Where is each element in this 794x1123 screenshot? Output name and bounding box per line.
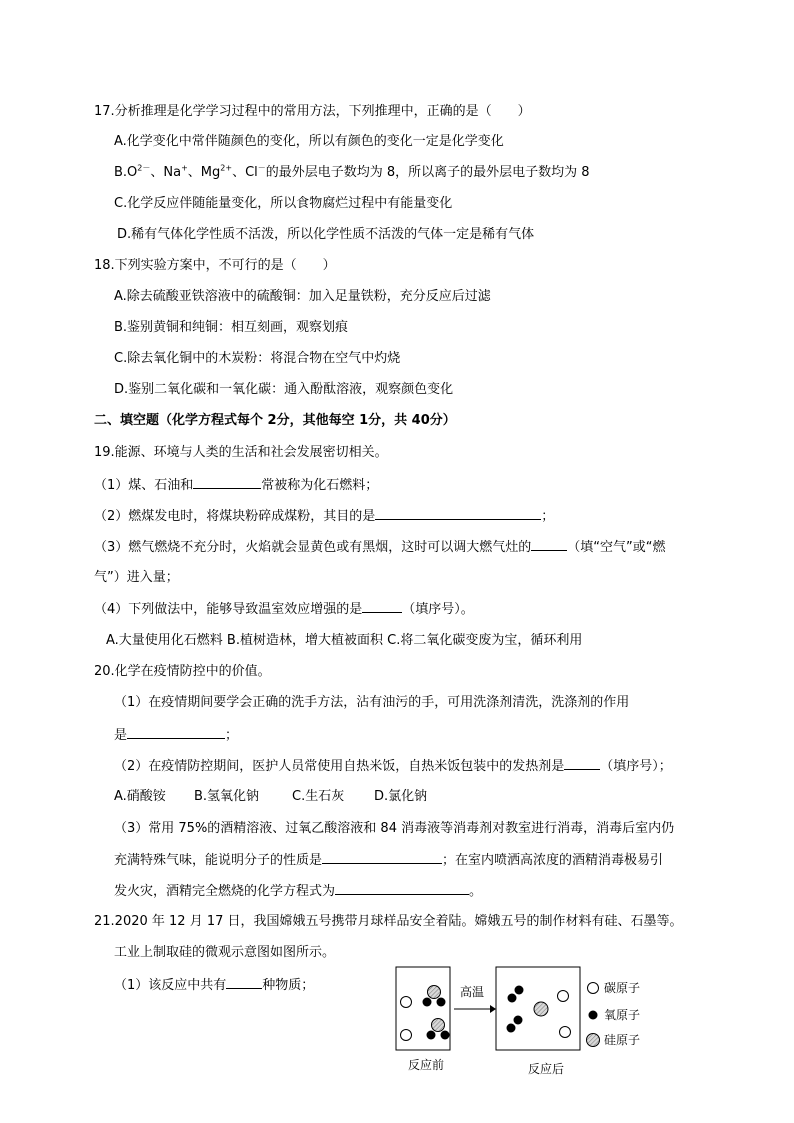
- q20-p3-l3-post: 。: [469, 884, 483, 899]
- q18-stem: 18.下列实验方案中，不可行的是（ ）: [94, 258, 336, 273]
- q20-part2: [114, 757, 672, 776]
- q18-option-b: B.鉴别黄铜和纯铜：相互刻画，观察划痕: [114, 320, 349, 335]
- q19-part3-line2: 气”）进入量；: [94, 570, 179, 585]
- q17-option-a: A.化学变化中常伴随颜色的变化，所以有颜色的变化一定是化学变化: [114, 134, 504, 149]
- q19-p2-post: ；: [541, 509, 555, 524]
- q19-part4: [94, 600, 474, 619]
- q20-p3-l2-post: ；在室内喷洒高浓度的酒精消毒极易引: [442, 853, 664, 868]
- q20-option-b: B.氢氧化钠: [194, 789, 260, 804]
- q17-b-pre: B.O: [114, 165, 138, 180]
- after-box: [496, 967, 580, 1050]
- q17-b-mid2: 、Mg: [187, 165, 221, 180]
- q20-part3-line2: [114, 851, 663, 870]
- q19-part1: [94, 476, 378, 495]
- q17-b-ion4: －: [257, 163, 266, 173]
- reaction-arrow: [454, 984, 496, 1013]
- q17-b-mid1: 、Na: [150, 165, 182, 180]
- q17-b-ion3: 2+: [220, 163, 233, 173]
- q19-p2-pre: （2）燃煤发电时，将煤块粉碎成煤粉，其目的是: [94, 509, 376, 524]
- q20-stem: 20.化学在疫情防控中的价值。: [94, 664, 271, 679]
- q19-p3-post: （填“空气”或“燃: [567, 540, 666, 555]
- legend-carbon-symbol: [588, 983, 599, 994]
- q19-p3-pre: （3）燃气燃烧不充分时，火焰就会显黄色或有黑烟，这时可以调大燃气灶的: [94, 540, 532, 555]
- q17-b-post: 的最外层电子数均为 8，所以离子的最外层电子数均为 8: [265, 165, 590, 180]
- q19-blank-2[interactable]: [375, 507, 541, 520]
- q20-option-d: D.氯化钠: [374, 789, 428, 804]
- q20-part3: （3）常用 75%的酒精溶液、过氧乙酸溶液和 84 消毒液等消毒剂对教室进行消毒，消毒后室内仍: [114, 821, 675, 836]
- q21-stem-line2: 工业上制取硅的微观示意图如图所示。: [114, 945, 336, 960]
- q17-b-ion1: 2－: [137, 163, 151, 173]
- q17-option-c: C.化学反应伴随能量变化，所以食物腐烂过程中有能量变化: [114, 196, 453, 211]
- q20-p2-pre: （2）在疫情防控期间，医护人员常使用自热米饭，自热米饭包装中的发热剂是: [114, 759, 565, 774]
- q17-option-b: [114, 164, 590, 182]
- q20-p1-pre2: 是: [114, 728, 128, 743]
- q20-p3-l3-pre: 发火灾，酒精完全燃烧的化学方程式为: [114, 884, 336, 899]
- q17-b-mid3: 、Cl: [232, 165, 258, 180]
- q20-part1-line2: [114, 726, 238, 745]
- legend-carbon-label: 碳原子: [604, 981, 641, 995]
- q21-p1-post: 种物质；: [262, 978, 315, 993]
- q19-blank-4[interactable]: [362, 600, 402, 613]
- q19-part2: [94, 507, 554, 526]
- reaction-diagram: [390, 965, 680, 1080]
- q21-part1: [114, 976, 314, 995]
- q18-option-d: D.鉴别二氧化碳和一氧化碳：通入酚酞溶液，观察颜色变化: [114, 382, 454, 397]
- q20-blank-1[interactable]: [127, 726, 225, 739]
- q19-p4-pre: （4）下列做法中，能够导致温室效应增强的是: [94, 602, 363, 617]
- q20-p2-post: （填序号）；: [600, 759, 672, 774]
- q19-blank-1[interactable]: [193, 476, 261, 489]
- legend-oxygen-label: 氧原子: [604, 1008, 641, 1022]
- q20-option-c: C.生石灰: [292, 789, 345, 804]
- q20-p3-l2-pre: 充满特殊气味，能说明分子的性质是: [114, 853, 323, 868]
- q19-part3: [94, 538, 666, 557]
- q19-p1-pre: （1）煤、石油和: [94, 478, 194, 493]
- q20-p1-post2: ；: [225, 728, 239, 743]
- after-label: 反应后: [527, 1062, 565, 1076]
- q20-part1: （1）在疫情期间要学会正确的洗手方法，沾有油污的手，可用洗涤剂清洗，洗涤剂的作用: [114, 695, 630, 710]
- q21-blank-1[interactable]: [226, 976, 262, 989]
- section-title: 二、填空题（化学方程式每个 2分，其他每空 1分，共 40分）: [94, 413, 456, 428]
- q21-stem: 21.2020 年 12 月 17 日，我国嫦娥五号携带月球样品安全着陆。嫦娥五号的制作材料有硅、石墨等。: [94, 914, 683, 929]
- q20-blank-4[interactable]: [335, 882, 469, 895]
- before-label: 反应前: [407, 1058, 445, 1072]
- q17-option-d: D.稀有气体化学性质不活泼，所以化学性质不活泼的气体一定是稀有气体: [117, 227, 535, 242]
- legend-silicon-label: 硅原子: [604, 1033, 641, 1047]
- q19-blank-3[interactable]: [531, 538, 567, 551]
- q18-option-c: C.除去氧化铜中的木炭粉：将混合物在空气中灼烧: [114, 351, 401, 366]
- legend-oxygen-symbol: [589, 1011, 598, 1020]
- q20-part3-line3: [114, 882, 482, 901]
- q19-stem: 19.能源、环境与人类的生活和社会发展密切相关。: [94, 445, 388, 460]
- q17-stem: 17.分析推理是化学学习过程中的常用方法，下列推理中，正确的是（ ）: [94, 104, 531, 119]
- q21-p1-pre: （1）该反应中共有: [114, 978, 227, 993]
- q19-options: A.大量使用化石燃料 B.植树造林，增大植被面积 C.将二氧化碳变废为宝，循环利用: [106, 633, 583, 648]
- q18-option-a: A.除去硫酸亚铁溶液中的硫酸铜：加入足量铁粉，充分反应后过滤: [114, 289, 491, 304]
- q19-p4-post: （填序号）。: [402, 602, 474, 617]
- legend: [587, 980, 641, 1047]
- legend-silicon-symbol: [587, 1034, 600, 1047]
- q17-b-ion2: +: [181, 163, 188, 173]
- before-box: [396, 967, 450, 1050]
- q20-blank-2[interactable]: [564, 757, 600, 770]
- q19-p1-post: 常被称为化石燃料；: [261, 478, 379, 493]
- q20-options: [114, 788, 427, 806]
- q20-blank-3[interactable]: [322, 851, 442, 864]
- q20-option-a: A.硝酸铵: [114, 789, 166, 804]
- arrow-label: 高温: [459, 985, 485, 999]
